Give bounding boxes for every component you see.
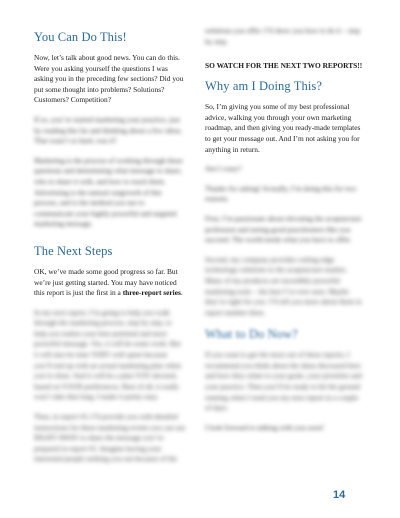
paragraph-professional-advice: So, I’m giving you some of my best professional advice, walking you through your own marketing roadmap, and then giving you ready-made templates to get your message out. And I’m not asking you for anything in return. [205,102,361,154]
paragraph-blurred-solutions: solutions you offer. I’ll show you how to do it – step by step. [205,26,361,46]
heading-you-can-do-this: You Can Do This! [34,30,127,44]
right-column [205,26,365,442]
paragraph-blurred-get-most: If you want to get the most out of these reports, I recommend you think about the ideas discussed here and how they relate to your goals, your priorities and your practice. Then you’ll be ready to hit the ground running when I send you my next report in a couple of days. [205,350,362,413]
left-column [34,30,186,474]
paragraph-blurred-sign-off: I look forward to talking with you soon! [205,422,324,432]
paragraph-next-steps-end: . [180,288,183,298]
paragraph-blurred-next-report: In my next report, I’m going to help you walk through the marketing process, step by step, to help you realize your best potential and most powerful message. Yes, it will be some work. But it will also be time VERY well spent because you’ll end up with an actual marketing plan when you’re done. And it will be a plan YOU devised, based on YOUR preferences. Best of all, it really won’t take that long, I make it pretty easy. [34,307,181,402]
paragraph-blurred-started-marketing: If so, you’ve started marketing your practice, just by reading this far and thinking about a few ideas. That wasn’t so hard, was it? [34,114,183,146]
heading-blurred-what-to-do-now: What to Do Now? [205,327,298,342]
page-number: 14 [333,489,346,501]
paragraph-good-news: Now, let’s talk about good news. You can do this. Were you asking yourself the questions I was asking you in the preceding few sections? Did you put some thought into problems? Solutions? Customers? Competition? [34,53,184,105]
paragraph-blurred-am-i-crazy: Am I crazy? [205,164,242,174]
paragraph-blurred-two-reasons: Thanks for asking! Actually, I’m doing this for two reasons. [205,183,357,204]
paragraph-next-steps [34,267,186,299]
callout-watch-next-reports: SO WATCH FOR THE NEXT TWO REPORTS!! [205,61,363,71]
paragraph-blurred-report-three: Then, in report #3, I’ll provide you with detailed instructions for these marketing events you can use RIGHT AWAY to share the message you’ve prepared in report #2. Imagine having your interested people seeking you out because of the [34,412,186,464]
three-report-series-emphasis: three-report series [122,288,181,298]
heading-the-next-steps: The Next Steps [34,243,113,258]
paragraph-next-steps-text: OK, we’ve made some good progress so far. But we’re just getting started. You may have noticed this report is just the first in a [34,266,178,298]
heading-why-am-i-doing-this: Why am I Doing This? [205,79,323,94]
paragraph-blurred-first-reason: First, I’m passionate about elevating the acupuncture profession and seeing good practitioners like you succeed. The world needs what you have to offer. [205,213,362,245]
paragraph-blurred-marketing-process: Marketing is the process of working through these questions and determining what message to share, who to share it with, and how to reach them. Advertising is the natural outgrowth of this process, and is the method you use to communicate your highly powerful and targeted marketing message. [34,155,183,229]
paragraph-blurred-second-reason: Second, my company provides cutting edge technology solutions to the acupuncture market. Many of my products are incredibly powerful marketing tools – the best I’ve ever seen. Maybe they’re right for you. I’ll tell you more about them in report number three. [205,254,362,317]
